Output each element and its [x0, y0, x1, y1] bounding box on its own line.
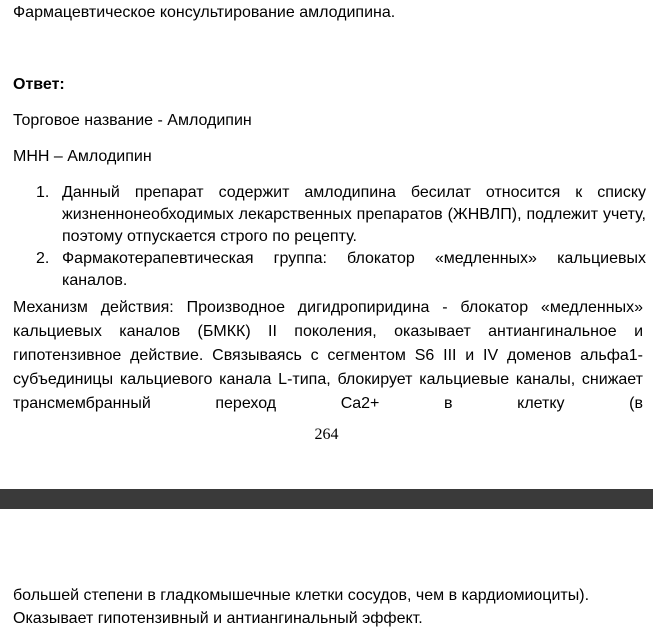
- trade-name-line: Торговое название - Амлодипин: [13, 112, 252, 129]
- answer-label: Ответ:: [13, 76, 65, 93]
- document-title: Фармацевтическое консультирование амлодипина.: [13, 4, 396, 21]
- continuation-line: большей степени в гладкомышечные клетки сосудов, чем в кардиомиоциты).: [13, 587, 590, 604]
- continuation-line: Оказывает гипотензивный и антиангинальный эффект.: [13, 610, 423, 627]
- list-item-number: 1.: [36, 184, 50, 201]
- mechanism-paragraph: Механизм действия: Производное дигидропиридина - блокатор «медленных» кальциевых каналов (БМКК) II поколения, оказывает антиангинальное и гипотензивное действие. Связываясь с сегментом S6 III и IV доменов альфа1-субъединицы кальциевого канала L-типа, блокирует кальциевые каналы, снижает трансмембранный переход Ca2+ в клетку (в: [13, 299, 643, 412]
- list-item-text: Данный препарат содержит амлодипина бесилат относится к списку жизненнонеобходимых лекарственных препаратов (ЖНВЛП), подлежит учету, поэтому отпускается строго по рецепту.: [62, 184, 646, 245]
- list-item: [36, 248, 646, 292]
- page-number: 264: [314, 426, 339, 443]
- inn-line: МНН – Амлодипин: [13, 148, 152, 165]
- continuation-paragraph: [13, 584, 653, 630]
- numbered-list: [36, 182, 646, 292]
- list-item-text: Фармакотерапевтическая группа: блокатор «медленных» кальциевых каналов.: [62, 250, 646, 289]
- list-item: [36, 182, 646, 248]
- list-item-number: 2.: [36, 250, 50, 267]
- page-divider: [0, 489, 653, 509]
